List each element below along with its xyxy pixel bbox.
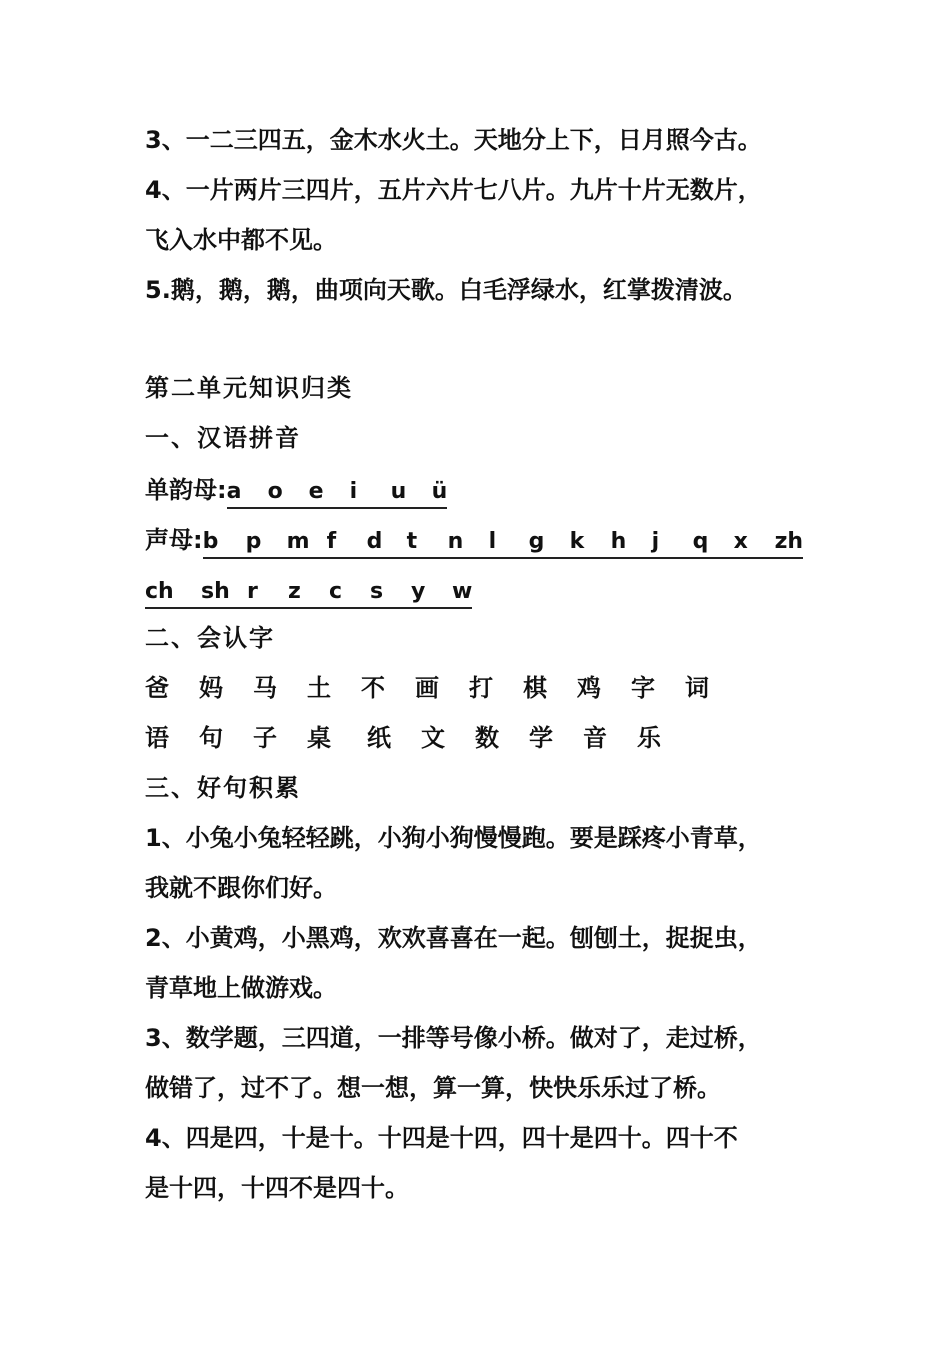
- char-item: 词: [685, 674, 709, 702]
- initial-letter: sh: [201, 579, 230, 604]
- char-item: 妈: [199, 674, 223, 702]
- chars-row-2: [145, 718, 825, 758]
- char-item: 语: [145, 724, 169, 752]
- section-chars-title: 二、会认字: [145, 624, 275, 652]
- section-pinyin-title: 一、汉语拼音: [145, 424, 301, 452]
- initial-letter: zh: [774, 529, 804, 554]
- char-item: 字: [631, 674, 655, 702]
- sentence-line-3: 2、小黄鸡，小黑鸡，欢欢喜喜在一起。刨刨土，捉捉虫，: [145, 924, 762, 952]
- sentence-line-1: 1、小兔小兔轻轻跳，小狗小狗慢慢跑。要是踩疼小青草，: [145, 824, 762, 852]
- unit-title: 第二单元知识归类: [145, 374, 353, 402]
- initial-letter: x: [733, 529, 748, 554]
- char-item: 文: [421, 724, 445, 752]
- char-item: 棋: [523, 674, 547, 702]
- initial-letter: d: [366, 529, 383, 554]
- poem-line-1: 3、一二三四五，金木水火土。天地分上下，日月照今古。: [145, 126, 762, 154]
- char-item: 音: [583, 724, 607, 752]
- sentence-line-2: 我就不跟你们好。: [145, 874, 337, 902]
- initial-letter: k: [569, 529, 585, 554]
- final-letter: ü: [431, 479, 448, 504]
- poem-line-3: 飞入水中都不见。: [145, 226, 337, 254]
- initial-letter: p: [245, 529, 262, 554]
- char-item: 打: [469, 674, 493, 702]
- finals-row: [145, 470, 825, 510]
- initial-letter: ch: [145, 579, 174, 604]
- final-letter: u: [390, 479, 407, 504]
- final-letter: a: [226, 479, 242, 504]
- initial-letter: m: [286, 529, 310, 554]
- char-item: 鸡: [577, 674, 601, 702]
- initial-letter: l: [488, 529, 497, 554]
- initials-list-1: [203, 527, 803, 559]
- char-item: 爸: [145, 674, 169, 702]
- char-item: 桌: [307, 724, 331, 752]
- sentence-line-5: 3、数学题，三四道，一排等号像小桥。做对了，走过桥，: [145, 1024, 762, 1052]
- char-item: 数: [475, 724, 499, 752]
- final-letter: o: [267, 479, 283, 504]
- initial-letter: f: [326, 529, 337, 554]
- char-item: 乐: [637, 724, 661, 752]
- initial-letter: c: [329, 579, 343, 604]
- initial-letter: b: [202, 529, 219, 554]
- sentence-line-7: 4、四是四，十是十。十四是十四，四十是四十。四十不: [145, 1124, 738, 1152]
- initial-letter: j: [651, 529, 660, 554]
- char-item: 子: [253, 724, 277, 752]
- initial-letter: q: [692, 529, 709, 554]
- poem-line-4: 5.鹅，鹅，鹅，曲项向天歌。白毛浮绿水，红掌拨清波。: [145, 276, 747, 304]
- initial-letter: y: [411, 579, 426, 604]
- finals-list: [227, 477, 448, 509]
- char-item: 土: [307, 674, 331, 702]
- sentence-line-4: 青草地上做游戏。: [145, 974, 337, 1002]
- initial-letter: t: [406, 529, 418, 554]
- initials-list-2: [145, 577, 472, 609]
- initial-letter: r: [247, 579, 258, 604]
- initial-letter: n: [447, 529, 464, 554]
- initials-row-1: [145, 520, 825, 560]
- initial-letter: z: [288, 579, 301, 604]
- initials-label: 声母:: [145, 526, 203, 554]
- char-item: 学: [529, 724, 553, 752]
- char-item: 纸: [367, 724, 391, 752]
- finals-label: 单韵母:: [145, 476, 227, 504]
- chars-row-1: [145, 668, 825, 708]
- initial-letter: s: [370, 579, 384, 604]
- initial-letter: w: [452, 579, 473, 604]
- initial-letter: g: [528, 529, 545, 554]
- char-item: 不: [361, 674, 385, 702]
- final-letter: e: [308, 479, 324, 504]
- char-item: 画: [415, 674, 439, 702]
- char-item: 句: [199, 724, 223, 752]
- sentence-line-8: 是十四，十四不是四十。: [145, 1174, 409, 1202]
- final-letter: i: [349, 479, 358, 504]
- initials-row-2: [145, 570, 825, 610]
- initial-letter: h: [610, 529, 627, 554]
- char-item: 马: [253, 674, 277, 702]
- sentence-line-6: 做错了，过不了。想一想，算一算，快快乐乐过了桥。: [145, 1074, 721, 1102]
- poem-line-2: 4、一片两片三四片，五片六片七八片。九片十片无数片，: [145, 176, 762, 204]
- section-sentences-title: 三、好句积累: [145, 774, 301, 802]
